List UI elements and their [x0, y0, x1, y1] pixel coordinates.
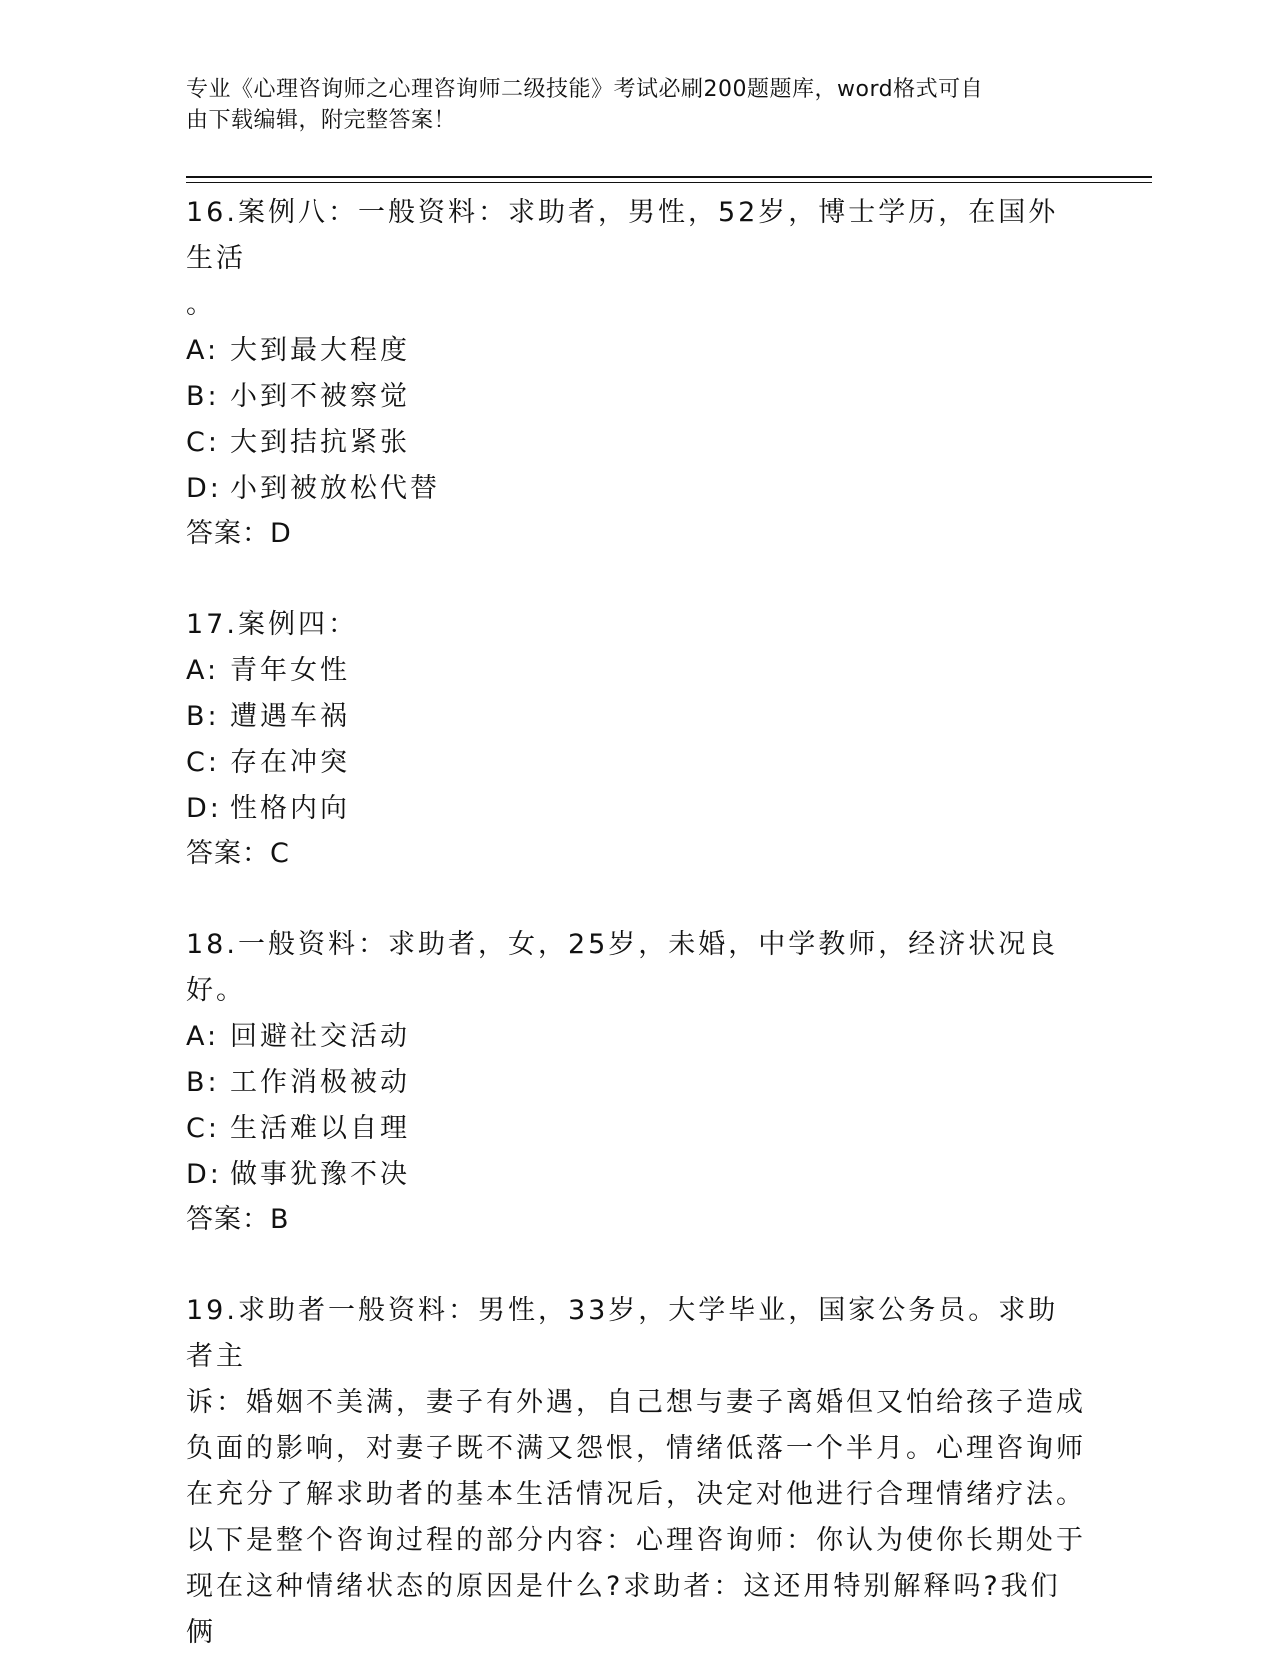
option-c — [186, 740, 1086, 786]
question-18 — [186, 922, 1086, 1242]
option-d — [186, 786, 1086, 832]
question-stem-line: 现在这种情绪状态的原因是什么?求助者：这还用特别解释吗?我们俩 — [186, 1571, 1061, 1648]
option-label: B: — [186, 381, 220, 412]
question-17 — [186, 602, 1086, 876]
header-divider-thin — [186, 182, 1152, 183]
option-label: A: — [186, 1021, 220, 1052]
option-label: D: — [186, 1159, 222, 1190]
option-c — [186, 1106, 1086, 1152]
option-text: 遭遇车祸 — [230, 701, 350, 732]
question-stem-line: 以下是整个咨询过程的部分内容：心理咨询师：你认为使你长期处于 — [186, 1525, 1086, 1556]
header-line-1: 专业《心理咨询师之心理咨询师二级技能》考试必刷200题题库，word格式可自 — [186, 77, 984, 102]
option-label: C: — [186, 1113, 220, 1144]
option-c — [186, 420, 1086, 466]
option-list — [186, 648, 1086, 832]
option-label: D: — [186, 473, 222, 504]
option-text: 性格内向 — [230, 793, 350, 824]
option-b — [186, 694, 1086, 740]
option-text: 小到不被察觉 — [230, 381, 410, 412]
question-stem: 16.案例八：一般资料：求助者，男性，52岁，博士学历，在国外生活 — [186, 197, 1059, 274]
document-header — [186, 74, 1056, 136]
option-text: 回避社交活动 — [230, 1021, 410, 1052]
answer-line: 答案：D — [186, 518, 292, 549]
option-b — [186, 1060, 1086, 1106]
question-stem-line: 负面的影响，对妻子既不满又怨恨，情绪低落一个半月。心理咨询师 — [186, 1433, 1086, 1464]
question-19 — [186, 1288, 1086, 1656]
header-divider-thick — [186, 176, 1152, 178]
option-a — [186, 328, 1086, 374]
question-spacer — [186, 556, 1086, 602]
option-text: 生活难以自理 — [230, 1113, 410, 1144]
question-stem-line: 19.求助者一般资料：男性，33岁，大学毕业，国家公务员。求助者主 — [186, 1295, 1059, 1372]
option-text: 小到被放松代替 — [230, 473, 440, 504]
option-label: C: — [186, 427, 220, 458]
question-stem-continuation: 。 — [186, 289, 216, 320]
option-text: 工作消极被动 — [230, 1067, 410, 1098]
question-stem: 18.一般资料：求助者，女，25岁，未婚，中学教师，经济状况良好。 — [186, 929, 1059, 1006]
option-d — [186, 466, 1086, 512]
option-a — [186, 1014, 1086, 1060]
option-text: 青年女性 — [230, 655, 350, 686]
question-stem-line: 诉：婚姻不美满，妻子有外遇，自己想与妻子离婚但又怕给孩子造成 — [186, 1387, 1086, 1418]
question-stem-line: 在充分了解求助者的基本生活情况后，决定对他进行合理情绪疗法。 — [186, 1479, 1086, 1510]
option-b — [186, 374, 1086, 420]
option-text: 大到最大程度 — [230, 335, 410, 366]
question-spacer — [186, 876, 1086, 922]
answer-line: 答案：C — [186, 838, 290, 869]
question-stem: 17.案例四： — [186, 609, 358, 640]
option-label: A: — [186, 335, 220, 366]
option-label: A: — [186, 655, 220, 686]
option-text: 做事犹豫不决 — [230, 1159, 410, 1190]
answer-line: 答案：B — [186, 1204, 290, 1235]
option-text: 存在冲突 — [230, 747, 350, 778]
option-text: 大到拮抗紧张 — [230, 427, 410, 458]
question-list — [186, 190, 1086, 1656]
option-d — [186, 1152, 1086, 1198]
question-16 — [186, 190, 1086, 556]
option-list — [186, 1014, 1086, 1198]
option-label: D: — [186, 793, 222, 824]
option-label: B: — [186, 701, 220, 732]
option-label: C: — [186, 747, 220, 778]
option-list — [186, 328, 1086, 512]
header-line-2: 由下载编辑，附完整答案！ — [186, 108, 457, 133]
question-spacer — [186, 1242, 1086, 1288]
option-label: B: — [186, 1067, 220, 1098]
option-a — [186, 648, 1086, 694]
